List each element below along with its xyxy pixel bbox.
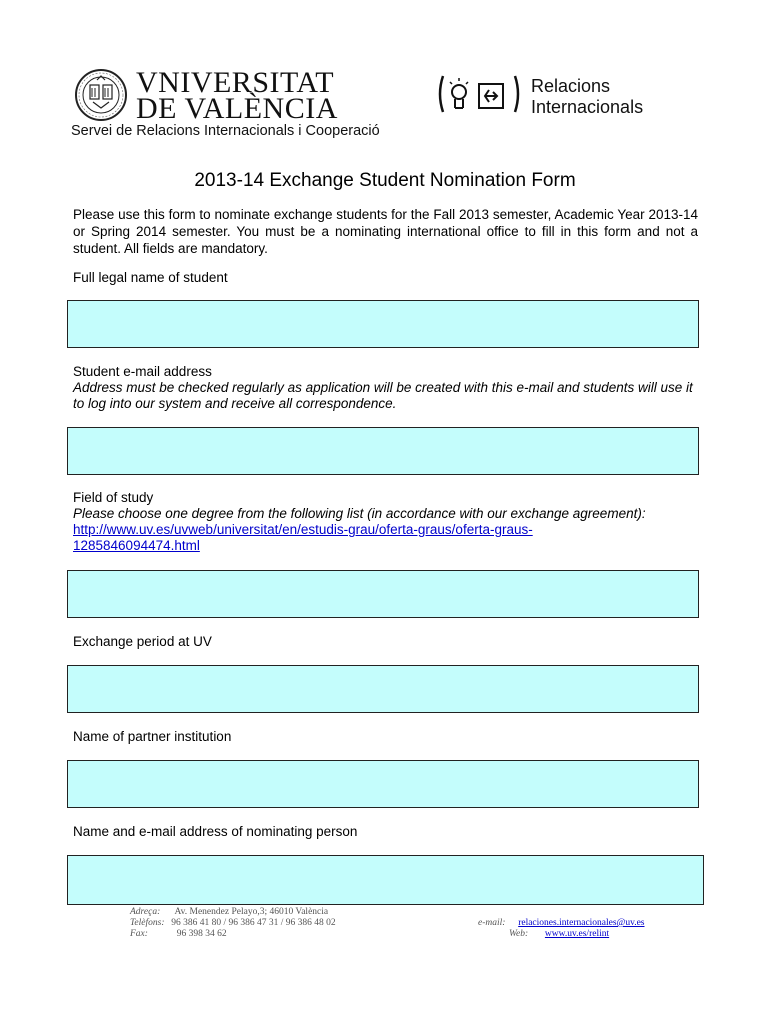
phone-label: Telèfons: [130, 918, 165, 928]
university-name-line2: DE VALÈNCIA [136, 92, 338, 125]
ri-name-line1: Relacions [531, 76, 611, 96]
footer-fax-row [130, 929, 227, 940]
footer-address-row [130, 907, 328, 918]
email-footer-label: e-mail: [478, 918, 506, 928]
fax-label: Fax: [130, 929, 148, 939]
nominating-person-label: Name and e-mail address of nominating person [73, 824, 358, 839]
email-field[interactable] [67, 427, 699, 475]
intro-paragraph: Please use this form to nominate exchange students for the Fall 2013 semester, Academic Year 2013-14 or Spring 2014 semester. You must be a nominating international office to fill in this form and not a student. All fields are mandatory. [73, 207, 698, 256]
full-name-label: Full legal name of student [73, 270, 228, 285]
field-of-study-field[interactable] [67, 570, 699, 618]
degree-list-link-line1[interactable]: http://www.uv.es/uvweb/universitat/en/estudis-grau/oferta-graus/oferta-graus- [73, 522, 533, 537]
form-title: 2013-14 Exchange Student Nomination Form [194, 170, 576, 191]
partner-institution-field[interactable] [67, 760, 699, 808]
exchange-period-field[interactable] [67, 665, 699, 713]
field-of-study-hint: Please choose one degree from the following list (in accordance with our exchange agreement): [73, 506, 646, 521]
email-hint: Address must be checked regularly as application will be created with this e-mail and students will use it to log into our system and receive all correspondence. [73, 380, 693, 411]
footer-web-row [509, 929, 609, 940]
degree-list-link-line2[interactable]: 1285846094474.html [73, 538, 200, 553]
university-seal-icon [71, 68, 135, 122]
exchange-period-label: Exchange period at UV [73, 634, 212, 649]
email-label: Student e-mail address [73, 364, 212, 379]
web-footer-link[interactable]: www.uv.es/relint [544, 929, 610, 939]
phone-value: 96 386 41 80 / 96 386 47 31 / 96 386 48 02 [171, 918, 336, 928]
email-footer-link[interactable]: relaciones.internacionales@uv.es [518, 918, 645, 928]
address-value: Av. Menendez Pelayo,3; 46010 València [174, 907, 329, 917]
footer-phone-row [130, 918, 336, 929]
partner-institution-label: Name of partner institution [73, 729, 232, 744]
ri-name-line2: Internacionals [531, 97, 644, 117]
full-name-field[interactable] [67, 300, 699, 348]
relacions-internacionals-logo-icon [435, 72, 523, 116]
nominating-person-field[interactable] [67, 855, 704, 905]
footer-email-row [478, 918, 645, 929]
service-name: Servei de Relacions Internacionals i Cooperació [71, 123, 380, 139]
fax-value: 96 398 34 62 [176, 929, 227, 939]
web-label: Web: [509, 929, 529, 939]
address-label: Adreça: [130, 907, 161, 917]
university-name-line1: VNIVERSITAT [136, 66, 335, 99]
field-of-study-label: Field of study [73, 490, 154, 505]
